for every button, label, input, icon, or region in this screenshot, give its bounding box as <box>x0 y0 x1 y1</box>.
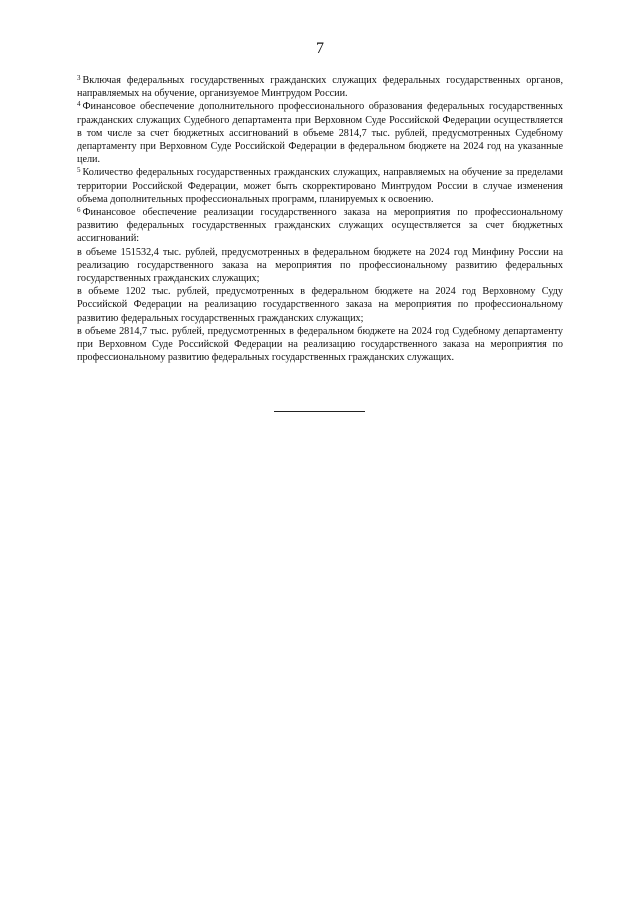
footnote-text: Финансовое обеспечение реализации государственного заказа на мероприятия по профессиональному развитию федеральных государственных гражданских служащих осуществляется за счет бюджетных ассигнований: <box>77 207 563 245</box>
end-divider <box>274 411 365 412</box>
page-number: 7 <box>316 40 324 57</box>
footnote-4 <box>77 100 563 166</box>
footnote-6-item: в объеме 1202 тыс. рублей, предусмотренных в федеральном бюджете на 2024 год Верховному Суду Российской Федерации на реализацию государственного заказа на мероприятия по профессиональному развитию федеральных государственных гражданских служащих; <box>77 286 563 324</box>
footnote-text: Количество федеральных государственных гражданских служащих, направляемых на обучение за пределами территории Российской Федерации, может быть скорректировано Минтрудом России в случае изменения объема дополнительных профессиональных программ, планируемых к освоению. <box>77 167 563 205</box>
footnote-text: Финансовое обеспечение дополнительного профессионального образования федеральных государственных гражданских служащих Судебного департамента при Верховном Суде Российской Федерации осуществляется в том числе за счет бюджетных ассигнований в объеме 2814,7 тыс. рублей, предусмотренных Судебному департаменту при Верховном Суде Российской Федерации в федеральном бюджете на 2024 год на указанные цели. <box>77 101 563 166</box>
footnote-marker: 4 <box>77 100 81 109</box>
footnote-6 <box>77 206 563 246</box>
footnote-5 <box>77 166 563 206</box>
footnote-text: Включая федеральных государственных гражданских служащих федеральных государственных органов, направляемых на обучение, организуемое Минтрудом России. <box>77 75 563 100</box>
footnote-marker: 6 <box>77 206 81 215</box>
footnote-marker: 5 <box>77 166 81 175</box>
footnotes-section <box>77 74 563 364</box>
footnote-marker: 3 <box>77 74 81 82</box>
footnote-3 <box>77 74 563 100</box>
footnote-6-item: в объеме 151532,4 тыс. рублей, предусмотренных в федеральном бюджете на 2024 год Минфину России на реализацию государственного заказа на мероприятия по профессиональному развитию федеральных государственных гражданских служащих; <box>77 246 563 285</box>
footnote-6-item: в объеме 2814,7 тыс. рублей, предусмотренных в федеральном бюджете на 2024 год Судебному департаменту при Верховном Суде Российской Федерации на реализацию государственного заказа на мероприятия по профессиональному развитию федеральных государственных гражданских служащих. <box>77 325 563 364</box>
